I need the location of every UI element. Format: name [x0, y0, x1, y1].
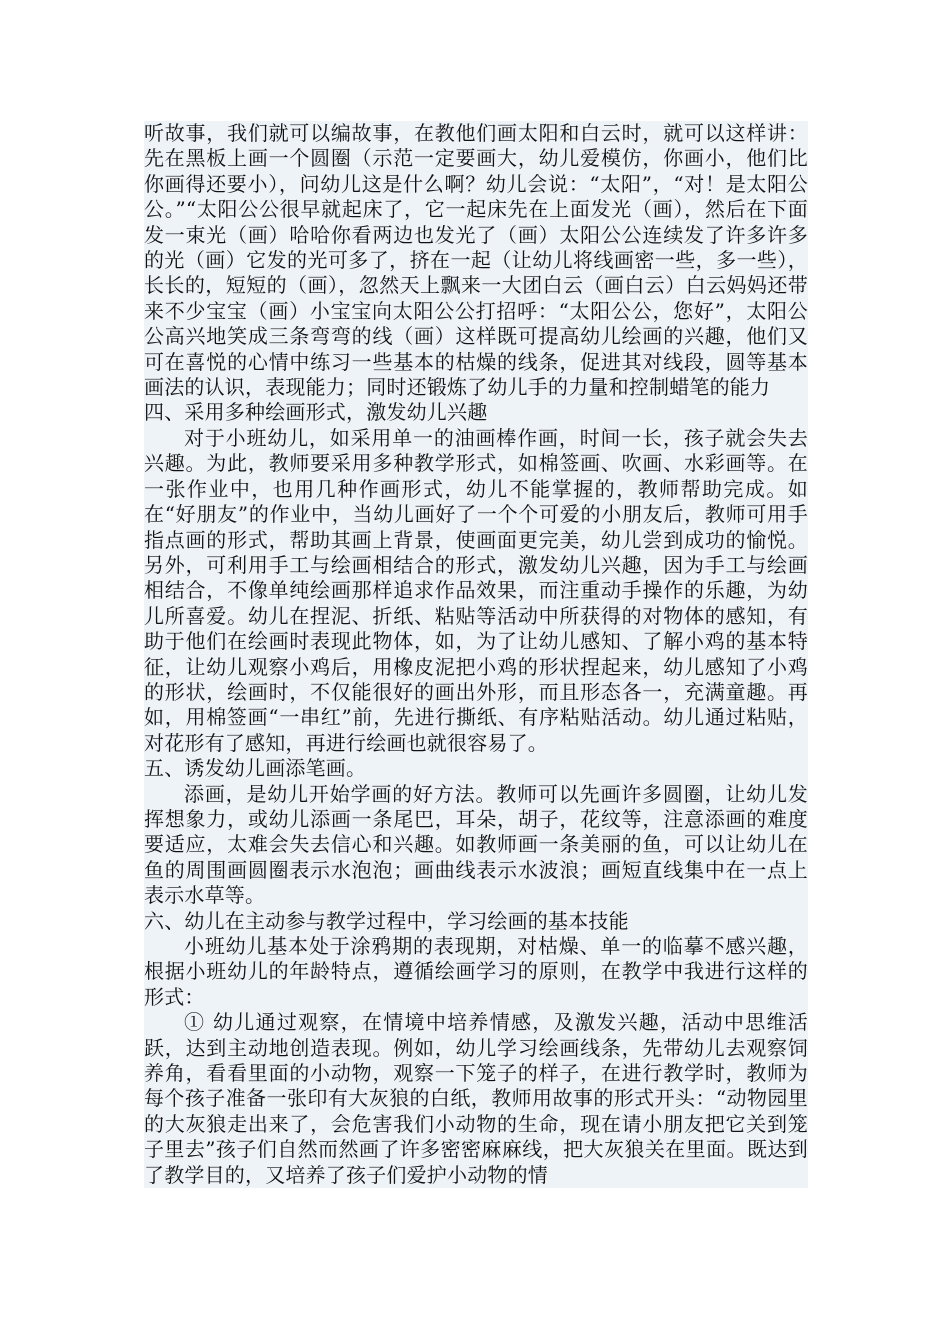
paragraph-small-class: 小班幼儿基本处于涂鸦期的表现期，对枯燥、单一的临摹不感兴趣，根据小班幼儿的年龄特点，遵循绘画学习的原则，在教学中我进行这样的形式：: [144, 934, 808, 1009]
paragraph-story-drawing: 听故事，我们就可以编故事，在教他们画太阳和白云时，就可以这样讲：先在黑板上画一个圆圈（示范一定要画大，幼儿爱模仿，你画小，他们比你画得还要小），问幼儿这是什么啊？幼儿会说：“太阳”，“对！是太阳公公。”“太阳公公很早就起床了，它一起床先在上面发光（画），然后在下面发一束光（画）哈哈你看两边也发光了（画）太阳公公连续发了许多许多的光（画）它发的光可多了，挤在一起（让幼儿将线画密一些，多一些），长长的，短短的（画），忽然天上飘来一大团白云（画白云）白云妈妈还带来不少宝宝（画）小宝宝向太阳公公打招呼：“太阳公公，您好”，太阳公公高兴地笑成三条弯弯的线（画）这样既可提高幼儿绘画的兴趣，他们又可在喜悦的心情中练习一些基本的枯燥的线条，促进其对线段，圆等基本画法的认识，表现能力；同时还锻炼了幼儿手的力量和控制蜡笔的能力: [144, 121, 808, 400]
section-heading-6: 六、幼儿在主动参与教学过程中，学习绘画的基本技能: [144, 908, 629, 933]
paragraph-add-drawing: 添画，是幼儿开始学画的好方法。教师可以先画许多圆圈，让幼儿发挥想象力，或幼儿添画一条尾巴，耳朵，胡子，花纹等，注意添画的难度要适应，太难会失去信心和兴趣。如教师画一条美丽的鱼，可以让幼儿在鱼的周围画圆圈表示水泡泡；画曲线表示水波浪；画短直线集中在一点上表示水草等。: [144, 781, 808, 908]
paragraph-observation: ① 幼儿通过观察，在情境中培养情感，及激发兴趣，活动中思维活跃，达到主动地创造表现。例如，幼儿学习绘画线条，先带幼儿去观察饲养角，看看里面的小动物，观察一下笼子的样子，在进行教学时，教师为每个孩子准备一张印有大灰狼的白纸，教师用故事的形式开头：“动物园里的大灰狼走出来了，会危害我们小动物的生命，现在请小朋友把它关到笼子里去”孩子们自然而然画了许多密密麻麻线，把大灰狼关在里面。既达到了教学目的，又培养了孩子们爱护小动物的情: [144, 1010, 808, 1187]
paragraph-drawing-forms: 对于小班幼儿，如采用单一的油画棒作画，时间一长，孩子就会失去兴趣。为此，教师要采用多种教学形式，如棉签画、吹画、水彩画等。在一张作业中，也用几种作画形式，幼儿不能掌握的，教师帮助完成。如在“好朋友”的作业中，当幼儿画好了一个个可爱的小朋友后，教师可用手指点画的形式，帮助其画上背景，使画面更完美，幼儿尝到成功的愉悦。另外，可利用手工与绘画相结合的形式，激发幼儿兴趣，因为手工与绘画相结合，不像单纯绘画那样追求作品效果，而注重动手操作的乐趣，为幼儿所喜爱。幼儿在捏泥、折纸、粘贴等活动中所获得的对物体的感知，有助于他们在绘画时表现此物体，如，为了让幼儿感知、了解小鸡的基本特征，让幼儿观察小鸡后，用橡皮泥把小鸡的形状捏起来，幼儿感知了小鸡的形状，绘画时，不仅能很好的画出外形，而且形态各一，充满童趣。再如，用棉签画“一串红”前，先进行撕纸、有序粘贴活动。幼儿通过粘贴，对花形有了感知，再进行绘画也就很容易了。: [144, 425, 808, 755]
section-heading-5: 五、诱发幼儿画添笔画。: [144, 756, 367, 781]
section-heading-4: 四、采用多种绘画形式，激发幼儿兴趣: [144, 400, 488, 425]
document-body: [144, 121, 808, 1188]
